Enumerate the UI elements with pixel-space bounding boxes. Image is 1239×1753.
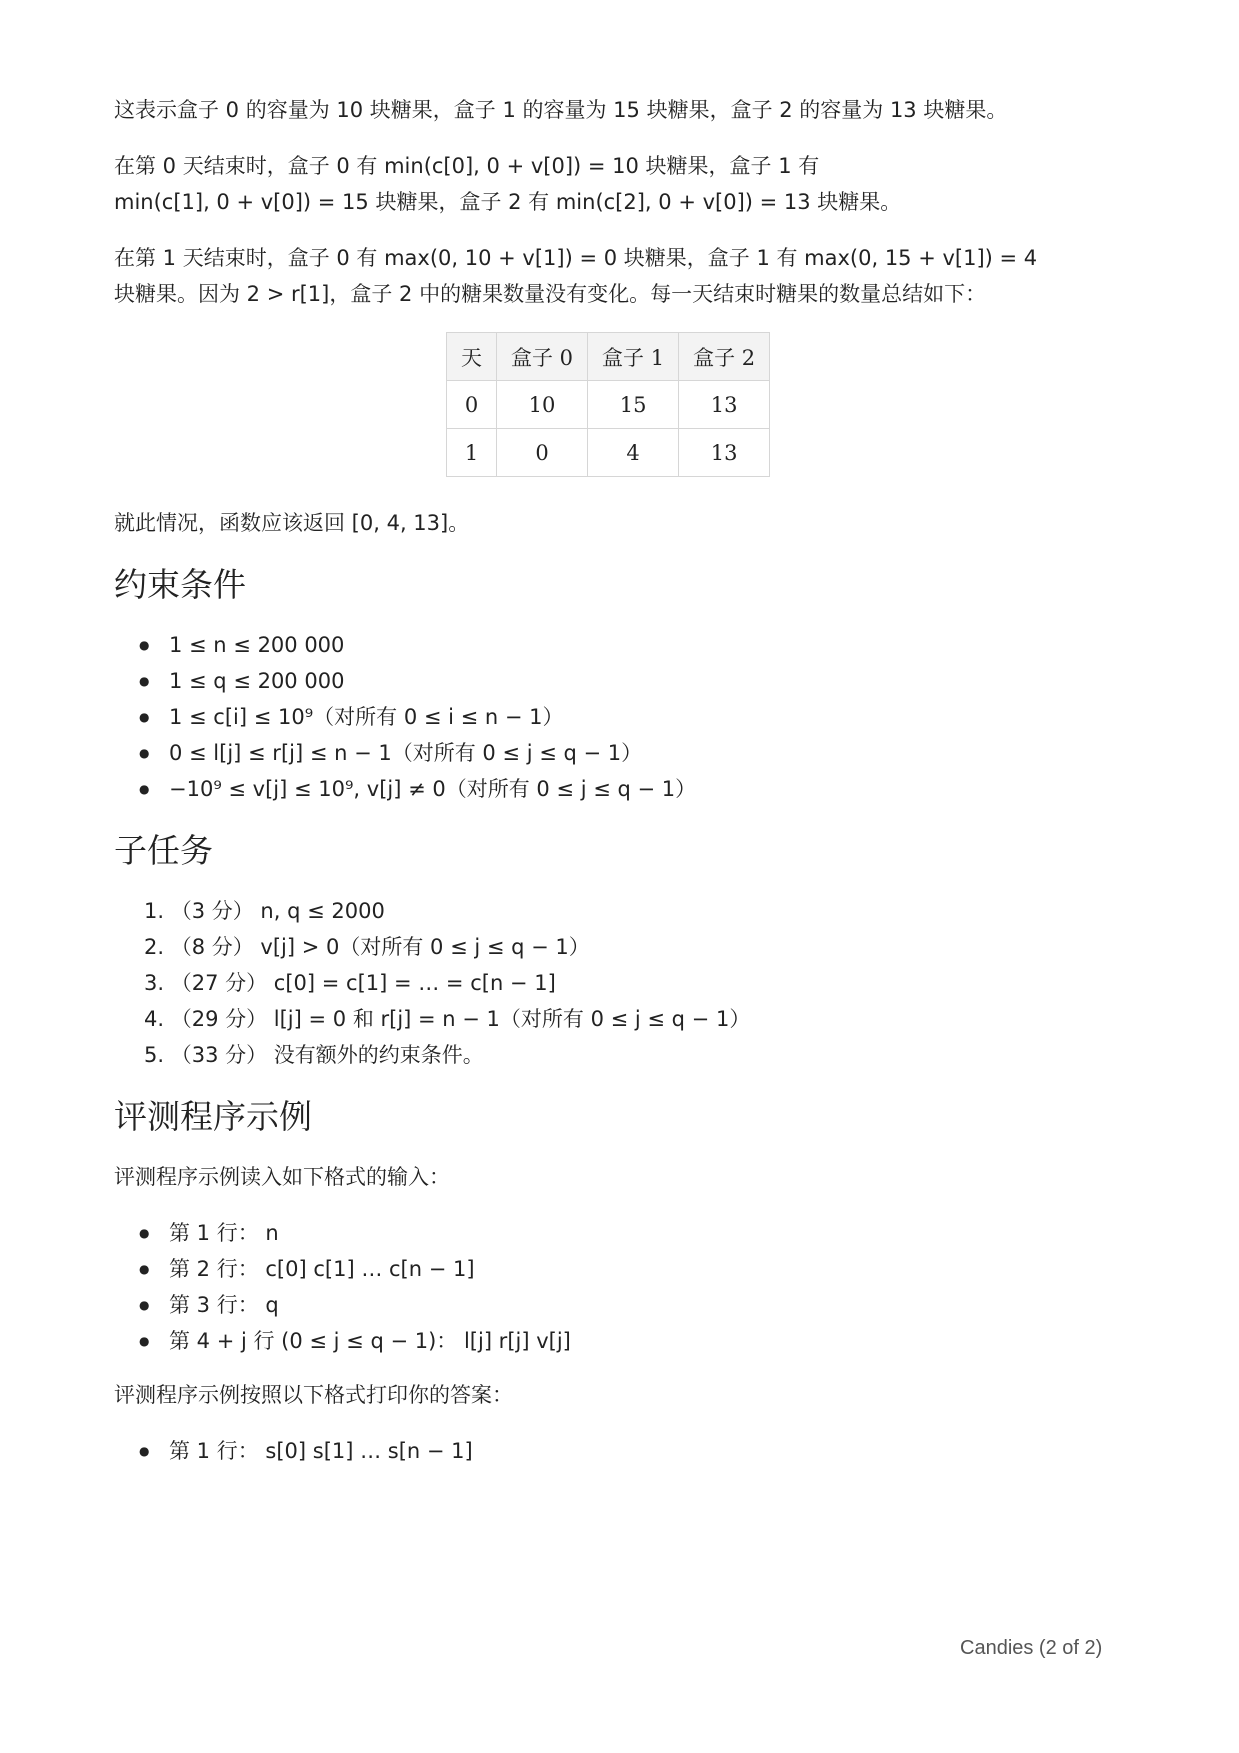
candies-summary-table [446, 332, 770, 477]
table-cell: 13 [679, 381, 770, 429]
example-result-paragraph: 就此情况，函数应该返回 [0, 4, 13]。 [114, 511, 470, 535]
table-cell: 13 [679, 429, 770, 477]
list-item: 2. （8 分） v[j] > 0（对所有 0 ≤ j ≤ q − 1） [144, 935, 590, 959]
list-item: ● 第 4 + j 行 (0 ≤ j ≤ q − 1)： l[j] r[j] v[j] [114, 1323, 1124, 1359]
subtasks-list [114, 893, 1124, 1073]
constraints-list [114, 627, 1124, 807]
list-item: ● −10⁹ ≤ v[j] ≤ 10⁹, v[j] ≠ 0（对所有 0 ≤ j ≤ q − 1） [114, 771, 1124, 807]
example-day0-paragraph [114, 148, 1124, 220]
grader-input-intro: 评测程序示例读入如下格式的输入： [114, 1165, 450, 1189]
grader-output-intro: 评测程序示例按照以下格式打印你的答案： [114, 1383, 513, 1407]
table-cell: 0 [447, 381, 497, 429]
list-item: 3. （27 分） c[0] = c[1] = … = c[n − 1] [144, 971, 556, 995]
list-item: ● 第 1 行： s[0] s[1] … s[n − 1] [114, 1433, 1124, 1469]
example-day0-line1: 在第 0 天结束时，盒子 0 有 min(c[0], 0 + v[0]) = 10 块糖果，盒子 1 有 [114, 154, 820, 178]
constraints-heading: 约束条件 [114, 565, 246, 604]
page-footer: Candies (2 of 2) [960, 1637, 1103, 1659]
example-capacity-paragraph: 这表示盒子 0 的容量为 10 块糖果，盒子 1 的容量为 15 块糖果，盒子 2 的容量为 13 块糖果。 [114, 98, 1008, 122]
document-page [114, 92, 1124, 1487]
table-cell: 1 [447, 429, 497, 477]
table-header-cell: 天 [447, 333, 497, 381]
table-cell: 15 [588, 381, 679, 429]
list-item: ● 第 2 行： c[0] c[1] … c[n − 1] [114, 1251, 1124, 1287]
list-item: 5. （33 分） 没有额外的约束条件。 [144, 1043, 484, 1067]
table-cell: 0 [497, 429, 588, 477]
list-item: ● 1 ≤ q ≤ 200 000 [114, 663, 1124, 699]
subtasks-heading: 子任务 [114, 831, 213, 870]
example-day1-paragraph [114, 240, 1124, 312]
example-day0-line2: min(c[1], 0 + v[0]) = 15 块糖果，盒子 2 有 min(c[2], 0 + v[0]) = 13 块糖果。 [114, 190, 902, 214]
table-cell: 10 [497, 381, 588, 429]
list-item: ● 0 ≤ l[j] ≤ r[j] ≤ n − 1（对所有 0 ≤ j ≤ q − 1） [114, 735, 1124, 771]
table-row [447, 429, 770, 477]
table-row [447, 381, 770, 429]
table-cell: 4 [588, 429, 679, 477]
table-header-cell: 盒子 1 [588, 333, 679, 381]
list-item: ● 1 ≤ c[i] ≤ 10⁹（对所有 0 ≤ i ≤ n − 1） [114, 699, 1124, 735]
list-item: 1. （3 分） n, q ≤ 2000 [144, 899, 385, 923]
table-header-row [447, 333, 770, 381]
list-item: ● 第 1 行： n [114, 1215, 1124, 1251]
list-item: ● 第 3 行： q [114, 1287, 1124, 1323]
list-item: ● 1 ≤ n ≤ 200 000 [114, 627, 1124, 663]
table-header-cell: 盒子 2 [679, 333, 770, 381]
example-day1-line1: 在第 1 天结束时，盒子 0 有 max(0, 10 + v[1]) = 0 块糖果，盒子 1 有 max(0, 15 + v[1]) = 4 [114, 246, 1038, 270]
grader-input-list [114, 1215, 1124, 1359]
example-day1-line2: 块糖果。因为 2 > r[1]，盒子 2 中的糖果数量没有变化。每一天结束时糖果的数量总结如下： [114, 282, 987, 306]
grader-heading: 评测程序示例 [114, 1097, 312, 1136]
table-header-cell: 盒子 0 [497, 333, 588, 381]
list-item: 4. （29 分） l[j] = 0 和 r[j] = n − 1（对所有 0 ≤ j ≤ q − 1） [144, 1007, 751, 1031]
grader-output-list [114, 1433, 1124, 1469]
